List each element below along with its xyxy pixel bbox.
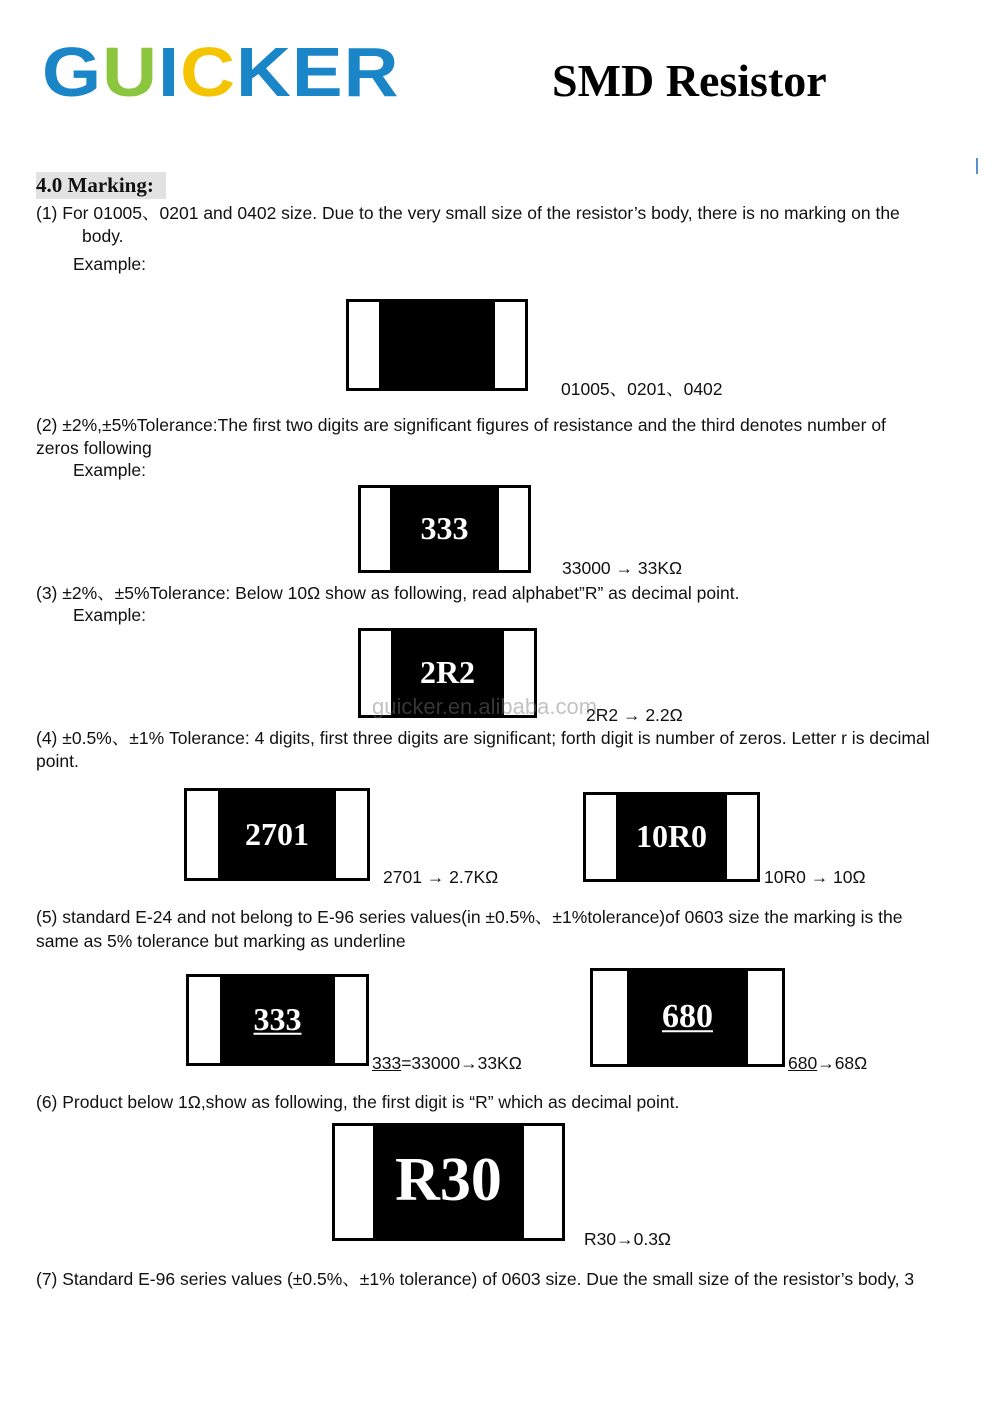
item-2-caption: 33000 → 33KΩ <box>562 558 683 578</box>
chip-marking: 333 <box>420 509 469 546</box>
chip-marking: 333 <box>253 1000 302 1037</box>
item-7-text-line-a: (7) Standard E-96 series values (±0.5%、±1% tolerance) of 0603 size. Due the small size of the resistor’s body, 3 <box>36 1269 915 1289</box>
item-3-text-line-a: (3) ±2%、±5%Tolerance: Below 10Ω show as following, read alphabet”R” as decimal point. <box>36 583 740 603</box>
logo-letter: R <box>343 33 400 112</box>
resistor-chip-blank <box>346 299 528 391</box>
logo-letter: K <box>236 33 292 112</box>
item-1-text-line-b: body. <box>82 226 124 246</box>
document-title: SMD Resistor <box>552 55 827 106</box>
item-6-text-line-a: (6) Product below 1Ω,show as following, the first digit is “R” which as decimal point. <box>36 1092 680 1112</box>
chip-marking: 10R0 <box>635 817 708 854</box>
item-5-text-line-b: same as 5% tolerance but marking as underline <box>36 931 406 951</box>
item-1-caption: 01005、0201、0402 <box>561 379 723 399</box>
logo-letter: E <box>291 33 344 112</box>
logo-letter: U <box>102 33 159 112</box>
chip-terminal-right <box>495 302 525 388</box>
caption-rest: →68Ω <box>817 1053 868 1073</box>
guicker-logo <box>42 33 400 112</box>
section-heading: 4.0 Marking: <box>36 172 166 199</box>
chip-marking: 680 <box>662 997 713 1035</box>
chip-marking: 2701 <box>245 815 309 852</box>
item-5-text-line-a: (5) standard E-24 and not belong to E-96 series values(in ±0.5%、±1%tolerance)of 0603 size the marking is the <box>36 907 903 927</box>
logo-letter: I <box>158 33 181 112</box>
item-6-caption: R30→0.3Ω <box>584 1229 672 1249</box>
item-3-example-label: Example: <box>73 605 146 625</box>
item-1-text-line-a: (1) For 01005、0201 and 0402 size. Due to the very small size of the resistor’s body, there is no marking on the <box>36 203 900 223</box>
item-4-caption-b: 10R0 → 10Ω <box>764 867 866 887</box>
item-4-text-line-b: point. <box>36 751 79 771</box>
resistor-chip-10r0 <box>583 792 760 882</box>
item-5-caption-b <box>788 1053 867 1074</box>
item-4-text-line-a: (4) ±0.5%、±1% Tolerance: 4 digits, first three digits are significant; forth digit is number of zeros. Letter r is decimal <box>36 728 930 748</box>
item-4-caption-a: 2701 → 2.7KΩ <box>383 867 499 887</box>
resistor-chip-333 <box>358 485 531 573</box>
logo-letter: G <box>42 33 103 112</box>
resistor-chip-r30 <box>332 1123 565 1241</box>
item-1-example-label: Example: <box>73 254 146 274</box>
chip-marking: 2R2 <box>419 653 476 690</box>
watermark: guicker.en.alibaba.com <box>372 694 598 719</box>
item-3-caption: 2R2 → 2.2Ω <box>586 705 683 725</box>
item-2-text-line-a: (2) ±2%,±5%Tolerance:The first two digits are significant figures of resistance and the third denotes number of <box>36 415 886 435</box>
caption-rest: =33000→33KΩ <box>401 1053 522 1073</box>
underlined-code: 333 <box>372 1053 402 1073</box>
chip-terminal-left <box>349 302 379 388</box>
resistor-chip-2701 <box>184 788 370 881</box>
item-2-example-label: Example: <box>73 460 146 480</box>
item-5-caption-a <box>372 1053 522 1074</box>
margin-marker <box>976 158 978 174</box>
resistor-chip-333-underlined <box>186 974 369 1066</box>
underlined-code: 680 <box>788 1053 818 1073</box>
logo-letter: C <box>180 33 237 112</box>
chip-marking: R30 <box>395 1146 502 1215</box>
item-2-text-line-b: zeros following <box>36 438 152 458</box>
resistor-chip-680-underlined <box>590 968 785 1067</box>
